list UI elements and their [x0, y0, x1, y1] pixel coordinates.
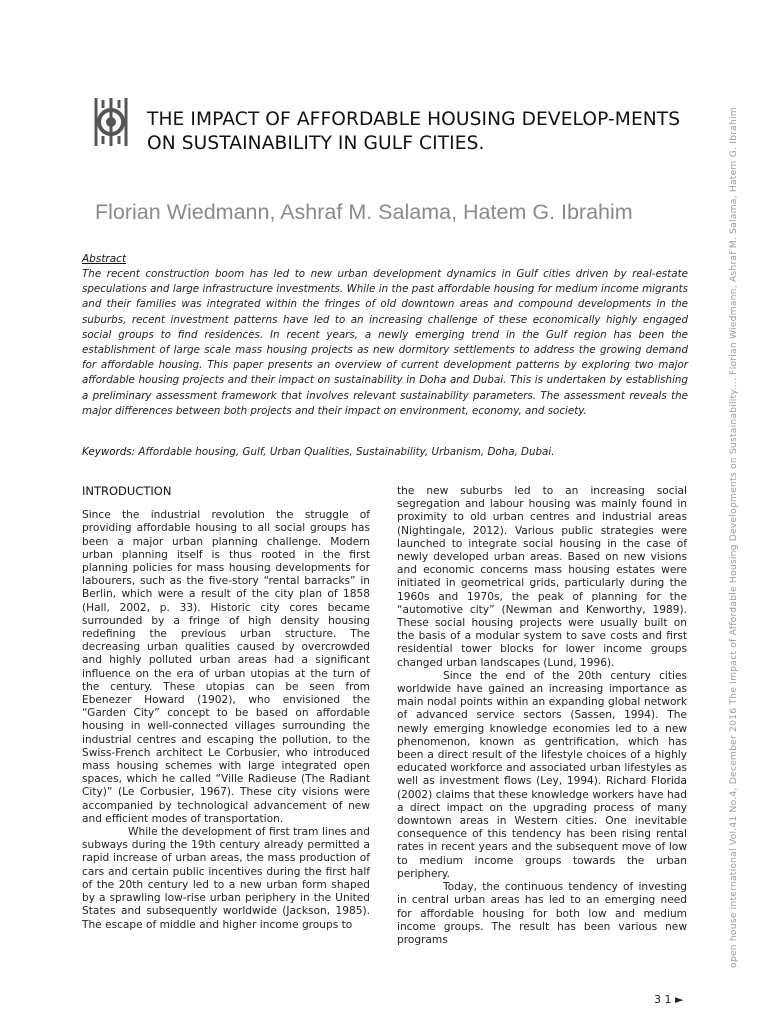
left-column	[82, 485, 370, 932]
paragraph: Since the industrial revolution the struggle of providing affordable housing to all social groups has been a major urban planning challenge. Modern urban planning itself is thus rooted in the first planning policies for mass housing developments for labourers, such as the five-story “rental barracks” in Berlin, which were a result of the city plan of 1858 (Hall, 2002, p. 33). Historic city cores became surrounded by a fringe of high density housing redefining the previous urban structure. The decreasing urban qualities caused by overcrowded and highly polluted urban areas had a significant influence on the era of urban utopias at the turn of the century. These utopias can be seen from Ebenezer Howard (1902), who envisioned the “Garden City” concept to be based on affordable housing in well-connected villages surrounding the industrial centres and escaping the pollution, to the Swiss-French architect Le Corbusier, who introduced mass housing schemes with large integrated open spaces, which he called “Ville Radieuse (The Radiant City)” (Le Corbusier, 1967). These city visions were accompanied by technological advancement of new and efficient modes of transportation.	[82, 509, 370, 825]
right-column	[397, 485, 687, 947]
paragraph: Since the end of the 20th century cities worldwide have gained an increasing importance as main nodal points within an expanding global network of advanced service sectors (Sassen, 1994). The newly emerging knowledge economies led to a new phenomenon, known as gentrification, which has been a direct result of the lifestyle choices of a highly educated workforce and associated urban lifestyles as well as investment flows (Ley, 1994). Richard Florida (2002) claims that these knowledge workers have had a direct impact on the upgrading process of many downtown areas in Western cities. One inevitable consequence of this tendency has been rising rental rates in recent years and the subsequent move of low to medium income groups towards the urban periphery.	[397, 669, 687, 880]
paragraph: While the development of first tram lines and subways during the 19th century already permitted a rapid increase of urban areas, the mass production of cars and certain public incentives during the first half of the 20th century led to a new urban form shaped by a sprawling low-rise urban periphery in the United States and subsequently worldwide (Jackson, 1985). The escape of middle and higher income groups to	[82, 826, 370, 931]
keywords-text: Affordable housing, Gulf, Urban Qualities, Sustainability, Urbanism, Doha, Dubai.	[135, 446, 555, 458]
keywords-line	[82, 446, 688, 458]
abstract-heading: Abstract	[82, 253, 127, 265]
page-number: 3 1 ►	[654, 993, 684, 1006]
abstract-text: The recent construction boom has led to new urban development dynamics in Gulf cities driven by real-estate speculations and large infrastructure investments. While in the past affordable housing for medium income migrants and their families was integrated within the fringes of old downtown areas and compound developments in the suburbs, recent investment patterns have led to an increasing challenge of these economically highly engaged social groups to find residences. In recent years, a newly emerging trend in the Gulf region has been the establishment of large scale mass housing projects as new dormitory settlements to address the growing demand for affordable housing. This paper presents an overview of current development patterns by exploring two major affordable housing projects and their impact on sustainability in Doha and Dubai. This is undertaken by establishing a preliminary assessment framework that involves relevant sustainability parameters. The assessment reveals the major differences between both projects and their impact on environment, economy, and society.	[82, 268, 688, 417]
journal-logo-icon	[92, 96, 130, 148]
paragraph: Today, the continuous tendency of investing in central urban areas has led to an emerging need for affordable housing for both low and medium income groups. The result has been various new programs	[397, 881, 687, 946]
keywords-label: Keywords:	[82, 446, 136, 458]
paragraph: the new suburbs led to an increasing social segregation and labour housing was mainly found in proximity to old urban centres and industrial areas (Nightingale, 2012). Various public strategies were launched to integrate social housing in the case of newly developed urban areas. Based on new visions and economic concerns mass housing estates were initiated in geometrical grids, particularly during the 1960s and 1970s, the peak of planning for the “automotive city” (Newman and Kenworthy, 1989). These social housing projects were usually built on the basis of a modular system to save costs and first residential tower blocks for lower income groups changed urban landscapes (Lund, 1996).	[397, 485, 687, 669]
author-list: Florian Wiedmann, Ashraf M. Salama, Hatem G. Ibrahim	[95, 200, 633, 224]
article-title: THE IMPACT OF AFFORDABLE HOUSING DEVELOP-MENTS ON SUSTAINABILITY IN GULF CITIES.	[147, 109, 681, 154]
section-heading-introduction: INTRODUCTION	[82, 484, 172, 498]
journal-running-header: open house international Vol.41 No.4, December 2016 The Impact of Affordable Housing Developments on Sustainability.... Florian Wiedmann, Ashraf M. Salama, Hatem G. Ibrahim	[728, 107, 739, 968]
